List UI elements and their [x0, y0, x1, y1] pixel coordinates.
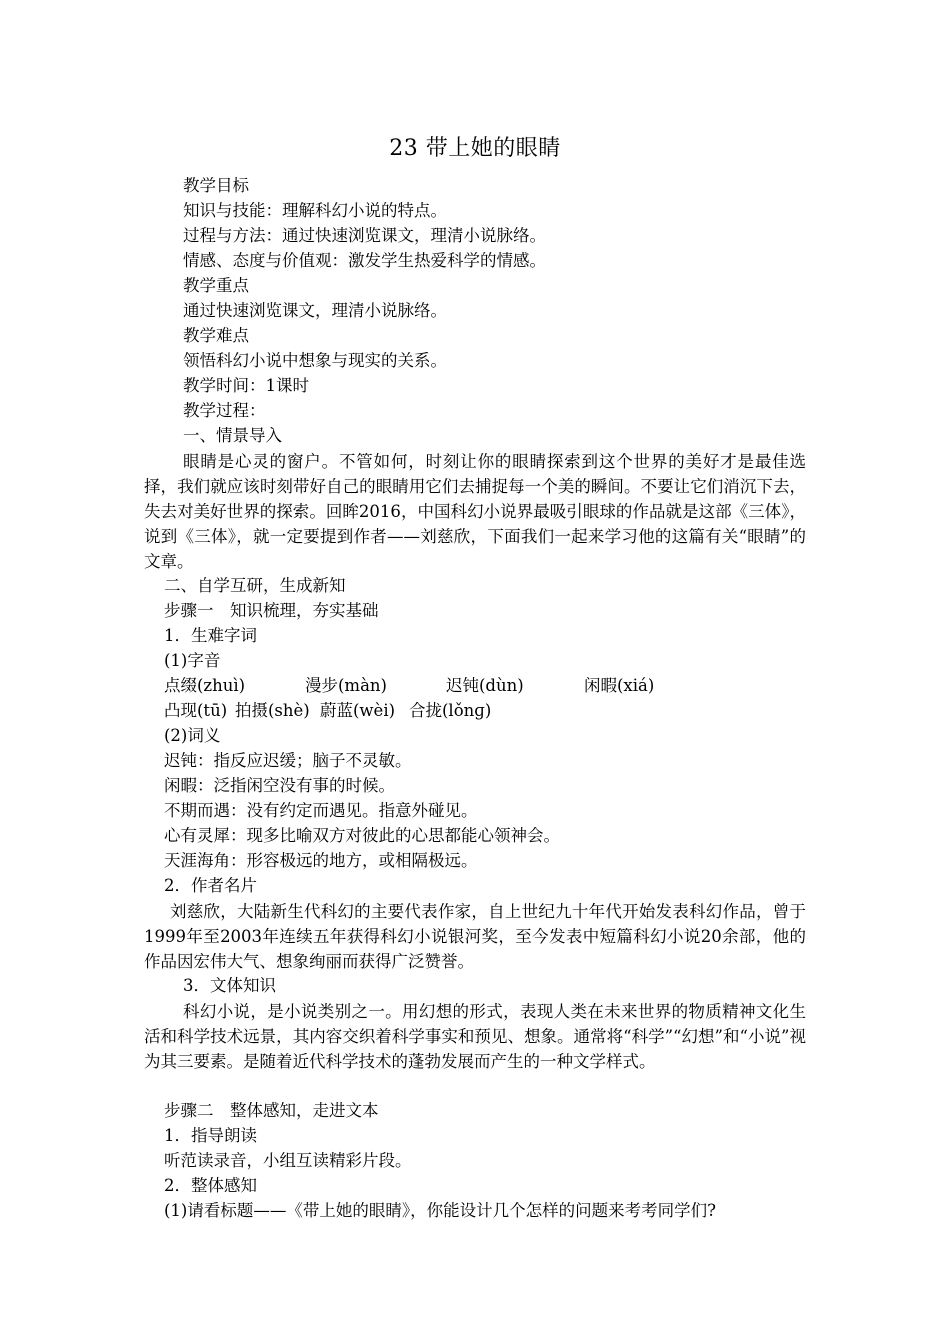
author-paragraph: 刘慈欣，大陆新生代科幻的主要代表作家，自上世纪九十年代开始发表科幻作品，曾于1999年至2003年连续五年获得科幻小说银河奖，至今发表中短篇科幻小说20余部，他的作品因宏伟大气、想象绚丽而获得广泛赞誉。: [144, 902, 806, 971]
meaning-item: 不期而遇：没有约定而遇见。指意外碰见。: [164, 801, 478, 820]
section1-heading: 一、情景导入: [183, 426, 282, 445]
genre-heading: 3．文体知识: [183, 976, 276, 995]
page-title: 23 带上她的眼睛: [389, 136, 561, 161]
perception-heading: 2．整体感知: [164, 1176, 257, 1195]
pron-word: 拍摄(shè): [235, 701, 310, 720]
pron-word: 点缀(zhuì): [164, 676, 246, 695]
pron-word: 迟钝(dùn): [446, 676, 524, 695]
difficulty-text: 领悟科幻小说中想象与现实的关系。: [183, 351, 447, 370]
pron-word: 凸现(tū): [164, 701, 228, 720]
pron-word: 漫步(màn): [305, 676, 387, 695]
genre-paragraph: 科幻小说，是小说类别之一。用幻想的形式，表现人类在未来世界的物质精神文化生活和科学技术远景，其内容交织着科学事实和预见、想象。通常将“科学”“幻想”和“小说”视为其三要素。是随着近代科学技术的蓬勃发展而产生的一种文学样式。: [144, 1002, 806, 1071]
meaning-item: 迟钝：指反应迟缓；脑子不灵敏。: [164, 751, 412, 770]
section2-heading: 二、自学互研，生成新知: [164, 576, 346, 595]
pron-word: 合拢(lǒnɡ): [409, 701, 492, 720]
difficulty-heading: 教学难点: [183, 326, 249, 345]
step2-heading: 步骤二 整体感知，走进文本: [164, 1101, 379, 1120]
pronunciation-heading: (1)字音: [164, 651, 221, 670]
objectives-heading: 教学目标: [183, 176, 249, 195]
meaning-heading: (2)词义: [164, 726, 221, 745]
pronunciation-row-1: [164, 674, 654, 698]
process-heading: 教学过程：: [183, 401, 266, 420]
pronunciation-row-2: [164, 699, 491, 723]
objective-emotion: 情感、态度与价值观：激发学生热爱科学的情感。: [183, 251, 546, 270]
meaning-item: 天涯海角：形容极远的地方，或相隔极远。: [164, 851, 478, 870]
author-heading: 2．作者名片: [164, 876, 257, 895]
key-point-heading: 教学重点: [183, 276, 249, 295]
vocab-item-heading: 1．生难字词: [164, 626, 257, 645]
meaning-item: 闲暇：泛指闲空没有事的时候。: [164, 776, 395, 795]
key-point-text: 通过快速浏览课文，理清小说脉络。: [183, 301, 447, 320]
reading-heading: 1．指导朗读: [164, 1126, 257, 1145]
objective-knowledge: 知识与技能：理解科幻小说的特点。: [183, 201, 447, 220]
question-1: (1)请看标题——《带上她的眼睛》，你能设计几个怎样的问题来考考同学们?: [164, 1201, 716, 1220]
meaning-item: 心有灵犀：现多比喻双方对彼此的心思都能心领神会。: [164, 826, 560, 845]
reading-text: 听范读录音，小组互读精彩片段。: [164, 1151, 412, 1170]
step1-heading: 步骤一 知识梳理，夯实基础: [164, 601, 379, 620]
teaching-time: 教学时间：1课时: [183, 376, 309, 395]
objective-process: 过程与方法：通过快速浏览课文，理清小说脉络。: [183, 226, 546, 245]
pron-word: 蔚蓝(wèi): [320, 701, 396, 720]
section1-paragraph: 眼睛是心灵的窗户。不管如何，时刻让你的眼睛探索到这个世界的美好才是最佳选择，我们就应该时刻带好自己的眼睛用它们去捕捉每一个美的瞬间。不要让它们消沉下去，失去对美好世界的探索。回眸2016，中国科幻小说界最吸引眼球的作品就是这部《三体》，说到《三体》，就一定要提到作者——刘慈欣，下面我们一起来学习他的这篇有关“眼睛”的文章。: [144, 452, 806, 571]
pron-word: 闲暇(xiá): [584, 676, 655, 695]
